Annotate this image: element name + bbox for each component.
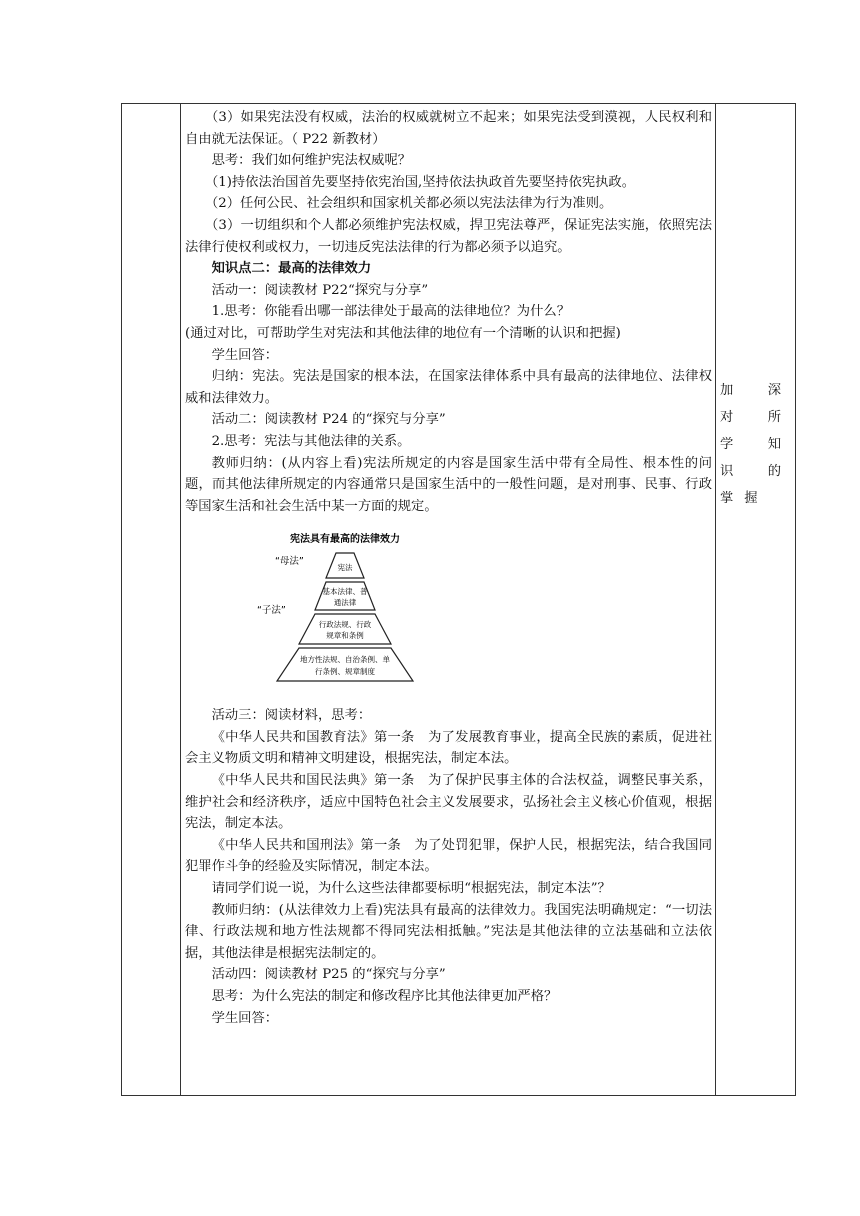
column-divider: [715, 104, 716, 1095]
level-1-label: 宪法: [337, 563, 353, 573]
design-intent-note: 加深对所学知识的掌握: [720, 383, 792, 506]
lesson-content: [185, 107, 712, 1029]
paragraph: （3）如果宪法没有权威，法治的权威就树立不起来；如果宪法受到漠视，人民权利和自由就无法保证。（ P22 新教材）: [185, 110, 712, 147]
paragraph: 《中华人民共和国民法典》第一条 为了保护民事主体的合法权益，调整民事关系，维护社会和经济秩序，适应中国特色社会主义发展要求，弘扬社会主义核心价值观，根据宪法，制定本法。: [185, 773, 712, 832]
paragraph: 活动二：阅读教材 P24 的“探究与分享”: [211, 412, 446, 428]
level-3-label-line2: 规章和条例: [326, 631, 364, 641]
paragraph: 教师归纳：(从内容上看)宪法所规定的内容是国家生活中带有全局性、根本性的问题，而其他法律所规定的内容通常只是国家生活中的一般性问题，是对刑事、民事、行政等国家生活和社会生活中某一方面的规定。: [185, 455, 712, 514]
paragraph: 知识点二：最高的法律效力: [211, 261, 372, 277]
paragraph: 请同学们说一说，为什么这些法律都要标明“根据宪法，制定本法”？: [211, 881, 611, 897]
paragraph-group-1: [185, 107, 712, 517]
paragraph: 活动四：阅读教材 P25 的“探究与分享”: [211, 967, 446, 983]
paragraph: （3）一切组织和个人都必须维护宪法权威，捍卫宪法尊严，保证宪法实施，依照宪法法律行使权利或权力，一切违反宪法法律的行为都必须予以追究。: [185, 217, 712, 255]
law-pyramid-diagram: [255, 531, 435, 691]
level-3-label-line1: 行政法规、行政: [318, 620, 372, 630]
paragraph: 归纳：宪法。宪法是国家的根本法，在国家法律体系中具有最高的法律地位、法律权威和法律效力。: [185, 369, 712, 406]
paragraph: 思考：我们如何维护宪法权威呢？: [211, 153, 412, 169]
level-4-label-line1: 地方性法规、自治条例、单: [300, 655, 390, 665]
level-2-label-line2: 通法律: [333, 598, 357, 608]
paragraph: （1)持依法治国首先要坚持依宪治国,坚持依法执政首先要坚持依宪执政。: [204, 174, 636, 190]
paragraph: (通过对比，可帮助学生对宪法和其他法律的地位有一个清晰的认识和把握): [185, 325, 621, 341]
child-law-label: “子法”: [257, 605, 286, 617]
paragraph: 2.思考：宪法与其他法律的关系。: [211, 433, 411, 449]
paragraph: 活动一：阅读教材 P22“探究与分享”: [211, 282, 429, 298]
paragraph: 学生回答：: [211, 347, 279, 363]
paragraph: 《中华人民共和国教育法》第一条 为了发展教育事业，提高全民族的素质，促进社会主义物质文明和精神文明建设，根据宪法，制定本法。: [185, 729, 712, 767]
mother-law-label: “母法”: [275, 556, 304, 568]
paragraph: （2）任何公民、社会组织和国家机关都必须以宪法法律为行为准则。: [204, 196, 613, 212]
paragraph: 学生回答：: [211, 1010, 279, 1026]
pyramid-level-4: [277, 648, 413, 681]
paragraph: 教师归纳：(从法律效力上看)宪法具有最高的法律效力。我国宪法明确规定：“一切法律、行政法规和地方性法规都不得同宪法相抵触。”宪法是其他法律的立法基础和立法依据，其他法律是根据宪法制定的。: [185, 902, 712, 961]
paragraph: 思考：为什么宪法的制定和修改程序比其他法律更加严格？: [211, 989, 558, 1004]
diagram-title: 宪法具有最高的法律效力: [290, 534, 400, 546]
column-divider: [180, 104, 181, 1095]
paragraph: 《中华人民共和国刑法》第一条 为了处罚犯罪，保护人民，根据宪法，结合我国同犯罪作斗争的经验及实际情况，制定本法。: [185, 837, 712, 875]
level-2-label-line1: 基本法律、普: [322, 587, 368, 597]
paragraph-group-2: [185, 705, 712, 1029]
lesson-table: [121, 103, 796, 1096]
paragraph: 1.思考：你能看出哪一部法律处于最高的法律地位？为什么？: [211, 304, 570, 320]
level-4-label-line2: 行条例、规章制度: [315, 667, 375, 677]
paragraph: 活动三：阅读材料，思考：: [211, 708, 372, 724]
